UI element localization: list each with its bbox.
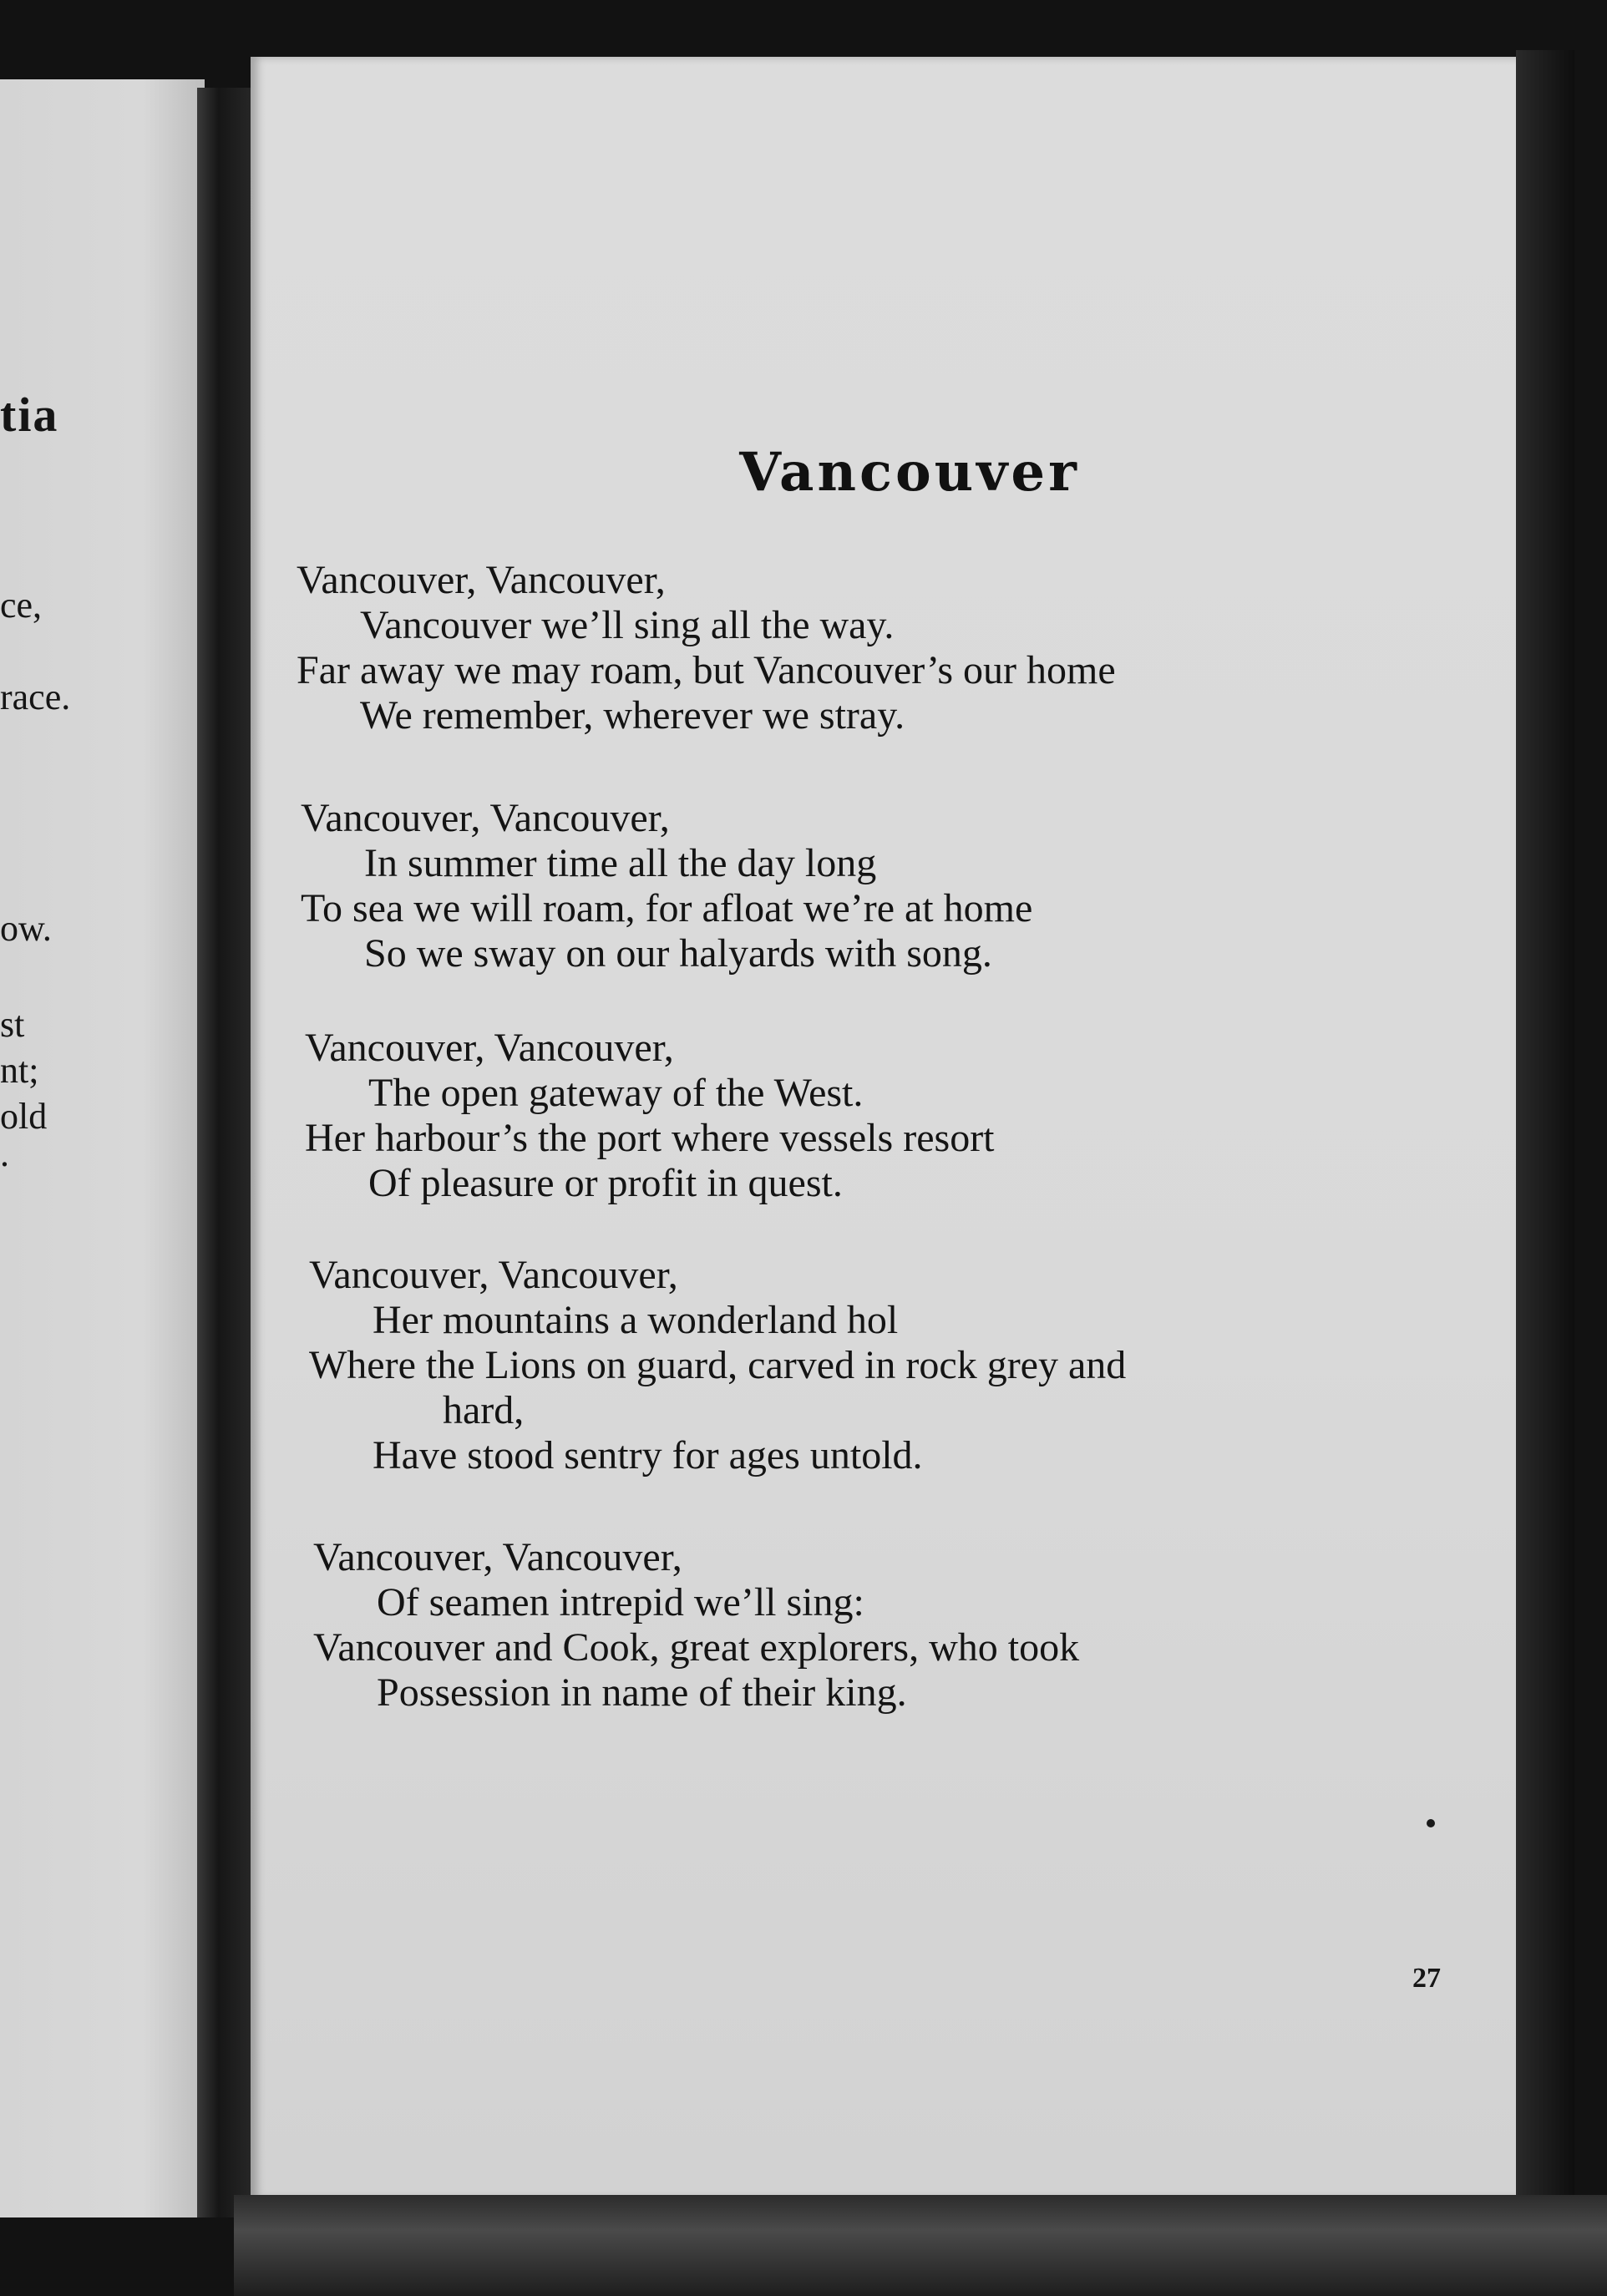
verse-line: Vancouver, Vancouver, xyxy=(313,1535,682,1579)
verse-line: The open gateway of the West. xyxy=(368,1071,864,1115)
stanza xyxy=(301,796,1032,976)
verse-line: Vancouver, Vancouver, xyxy=(297,558,666,602)
page-number: 27 xyxy=(1412,1963,1441,1994)
book-gutter xyxy=(197,88,251,2217)
verse-line: Where the Lions on guard, carved in rock grey and xyxy=(309,1343,1127,1387)
left-page-text-fragment: nt; xyxy=(0,1050,39,1091)
verse-line: Vancouver, Vancouver, xyxy=(309,1253,678,1297)
verse-line: Her harbour’s the port where vessels resort xyxy=(305,1116,995,1160)
left-page-text-fragment: st xyxy=(0,1004,25,1045)
poem-title: Vancouver xyxy=(739,441,1080,504)
verse-line: Of seamen intrepid we’ll sing: xyxy=(377,1580,864,1624)
left-page-fragment xyxy=(0,79,205,2217)
stanza xyxy=(309,1253,1126,1478)
verse-line: Vancouver and Cook, great explorers, who took xyxy=(313,1625,1080,1670)
verse-line: Of pleasure or profit in quest. xyxy=(368,1161,843,1205)
verse-line: In summer time all the day long xyxy=(364,841,877,885)
verse-line: Her mountains a wonderland hol xyxy=(373,1298,899,1342)
left-page-text-fragment: ce, xyxy=(0,585,43,626)
verse-line: So we sway on our halyards with song. xyxy=(364,931,992,976)
left-page-title-fragment: tia xyxy=(0,388,59,442)
left-page-text-fragment: ow. xyxy=(0,908,52,949)
stanza xyxy=(313,1535,1079,1716)
stanza xyxy=(297,558,1116,738)
ink-speck xyxy=(1427,1819,1435,1827)
left-page-text-fragment: . xyxy=(0,1133,9,1174)
verse-line: Vancouver, Vancouver, xyxy=(301,796,670,840)
verse-line: We remember, wherever we stray. xyxy=(360,693,905,737)
book-bottom-edge xyxy=(234,2195,1607,2296)
verse-line: hard, xyxy=(443,1388,525,1432)
left-page-text-fragment: race. xyxy=(0,677,71,717)
left-page-text-fragment: old xyxy=(0,1096,48,1137)
stanza xyxy=(305,1026,995,1206)
verse-line: Far away we may roam, but Vancouver’s our home xyxy=(297,648,1116,692)
verse-line: Vancouver we’ll sing all the way. xyxy=(360,603,895,647)
verse-line: Vancouver, Vancouver, xyxy=(305,1026,674,1070)
verse-line: To sea we will roam, for afloat we’re at home xyxy=(301,886,1033,930)
verse-line: Possession in name of their king. xyxy=(377,1670,907,1715)
book-page xyxy=(251,57,1569,2199)
verse-line: Have stood sentry for ages untold. xyxy=(373,1433,923,1477)
page-edge-shadow xyxy=(1516,50,1574,2205)
